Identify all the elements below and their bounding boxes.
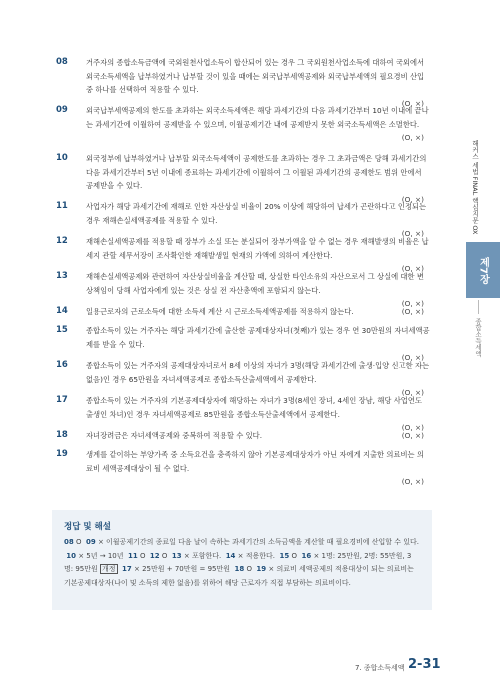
answer-title: 정답 및 해설 (64, 522, 111, 532)
answer-value: O (75, 538, 82, 546)
answer-number: 13 (171, 551, 182, 560)
question-item (56, 56, 430, 110)
answer-number: 19 (256, 565, 267, 573)
answer-number: 17 (122, 565, 132, 573)
question-text: 종합소득이 있는 거주자의 기본공제대상자에 해당하는 자녀가 3명(8세인 장녀, 4세인 장남, 해당 사업연도 출생인 차녀)인 경우 자녀세액공제로 85만원을 종합소득산출세액에서 공제한다. (86, 396, 422, 419)
question-number: 10 (56, 153, 68, 163)
answer-number: 08 (64, 538, 74, 546)
revision-badge: 개정 (102, 565, 116, 573)
question-item (56, 429, 430, 443)
question-item (56, 104, 430, 145)
question-text: 외국정부에 납부하였거나 납부할 외국소득세액이 공제한도를 초과하는 경우 그 초과금액은 당해 과세기간의 다음 과세기간부터 5년 이내에 종료하는 과세기간에 이월하여 그 이월된 과세기간의 공제한도 범위 안에서 공제받을 수 있다. (86, 154, 427, 190)
question-text: 생계를 같이하는 부양가족 중 소득요건을 충족하지 않아 기본공제대상자가 아닌 자에게 지출한 의료비는 의료비 세액공제대상이 될 수 없다. (86, 450, 424, 473)
answer-number: 12 (149, 551, 160, 560)
question-text: 자녀장려금은 자녀세액공제와 중복하여 적용할 수 있다. (86, 431, 263, 440)
question-number: 14 (56, 306, 68, 316)
question-number: 09 (56, 105, 68, 115)
ox-mark: (O, ×) (401, 477, 424, 486)
answer-value: × 25만원 + 70만원 = 95만원 (133, 565, 230, 573)
question-number: 13 (56, 271, 68, 281)
question-text: 거주자의 종합소득금액에 국외원천사업소득이 합산되어 있는 경우 그 국외원천사업소득에 대하여 국외에서 외국소득세액을 납부하였거나 납부할 것이 있을 때에는 외국납부세액공제와 외국납부세액의 필요경비 산입 중 하나를 선택하여 적용할 수 있다. (86, 58, 425, 94)
question-number: 19 (56, 449, 68, 459)
ox-mark: (O, ×) (401, 307, 424, 316)
question-text: 종합소득이 있는 거주자는 해당 과세기간에 출산한 공제대상자녀(첫째)가 있는 경우 연 30만원의 자녀세액공제를 받을 수 있다. (86, 326, 430, 349)
answer-number: 11 (127, 551, 138, 560)
answer-number: 14 (225, 551, 236, 560)
question-number: 11 (56, 201, 68, 211)
answer-value: × 이월공제기간의 종료일 다음 날이 속하는 과세기간의 소득금액을 계산할 때 필요경비에 산입할 수 있다. (97, 538, 419, 546)
ox-mark: (O, ×) (401, 133, 424, 142)
answer-value: × 1명: 25만원, 2명: 55만원, 3명: 95만원 (64, 551, 412, 573)
footer-chapter-label: 7. 종합소득세액 (355, 664, 405, 672)
answer-value: O (161, 551, 168, 560)
question-text: 일용근로자의 근로소득에 대한 소득세 계산 시 근로소득세액공제를 적용하지 않는다. (86, 307, 354, 316)
question-item (56, 152, 430, 206)
question-text: 재해손실세액공제와 관련하여 자산상실비율을 계산할 때, 상실한 타인소유의 자산으로서 그 상실에 대한 변상책임이 당해 사업자에게 있는 것은 상실 전 자산총액에 포함되지 않는다. (86, 272, 424, 295)
answer-text (64, 536, 420, 590)
question-number: 18 (56, 430, 68, 440)
answer-number: 10 (66, 551, 76, 560)
ox-mark: (O, ×) (401, 353, 424, 362)
question-number: 17 (56, 395, 68, 405)
answer-value: × 5년 → 10년 (78, 551, 124, 560)
answer-number: 18 (234, 565, 245, 573)
answer-value: × 의료비 세액공제의 적용대상이 되는 의료비는 기본공제대상자(나이 및 소득의 제한 없음)를 위하여 해당 근로자가 직접 부담하는 의료비이다. (64, 565, 414, 587)
question-number: 12 (56, 236, 68, 246)
chapter-tab: 제7장 (466, 242, 500, 298)
ox-mark: (O, ×) (401, 229, 424, 238)
question-number: 08 (56, 57, 68, 67)
answer-value: × 적용한다. (237, 551, 276, 560)
question-number: 16 (56, 360, 68, 370)
question-text: 사업자가 해당 과세기간에 재해로 인한 자산상실 비율이 20% 이상에 해당하여 납세가 곤란하다고 인정되는 경우 재해손실세액공제를 적용할 수 있다. (86, 202, 427, 225)
answer-number: 15 (279, 551, 290, 560)
answer-number: 16 (301, 551, 312, 560)
question-text: 외국납부세액공제의 한도를 초과하는 외국소득세액은 해당 과세기간의 다음 과세기간부터 10년 이내에 끝나는 과세기간에 이월하여 공제받을 수 있으며, 이월공제기간 내에 공제받지 못한 외국소득세액은 소멸한다. (86, 106, 429, 129)
ox-mark: (O, ×) (401, 194, 424, 204)
side-divider (478, 300, 479, 314)
ox-mark: (O, ×) (401, 388, 424, 397)
side-book-title: 해커스 세법 FINAL 핵심지문 OX (471, 140, 479, 235)
question-text: 재해손실세액공제를 적용할 때 장부가 소실 또는 분실되어 장부가액을 알 수 없는 경우 재해발생의 비율은 납세지 관할 세무서장이 조사확인한 재해발생일 현재의 가액에 의하여 계산한다. (86, 237, 429, 260)
ox-mark: (O, ×) (401, 431, 424, 440)
question-item (56, 305, 430, 319)
ox-mark: (O, ×) (401, 423, 424, 432)
answer-number: 09 (85, 538, 96, 546)
question-text: 종합소득이 있는 거주자의 공제대상자녀로서 8세 이상의 자녀가 3명(해당 과세기간에 출생·입양 신고한 자는 없음)인 경우 65만원을 자녀세액공제로 종합소득산출세액에서 공제한다. (86, 361, 430, 384)
answer-value: × 포함한다. (183, 551, 222, 560)
answer-value: O (291, 551, 297, 560)
answer-value: O (139, 551, 146, 560)
question-number: 15 (56, 325, 68, 335)
ox-mark: (O, ×) (401, 299, 424, 308)
side-chapter-title: 종합소득세액 (474, 318, 482, 357)
answer-box (52, 510, 432, 610)
ox-mark: (O, ×) (401, 264, 424, 273)
ox-mark: (O, ×) (401, 98, 424, 108)
question-item (56, 448, 430, 489)
page-number: 2-31 (408, 657, 441, 672)
answer-value: O (246, 565, 252, 573)
